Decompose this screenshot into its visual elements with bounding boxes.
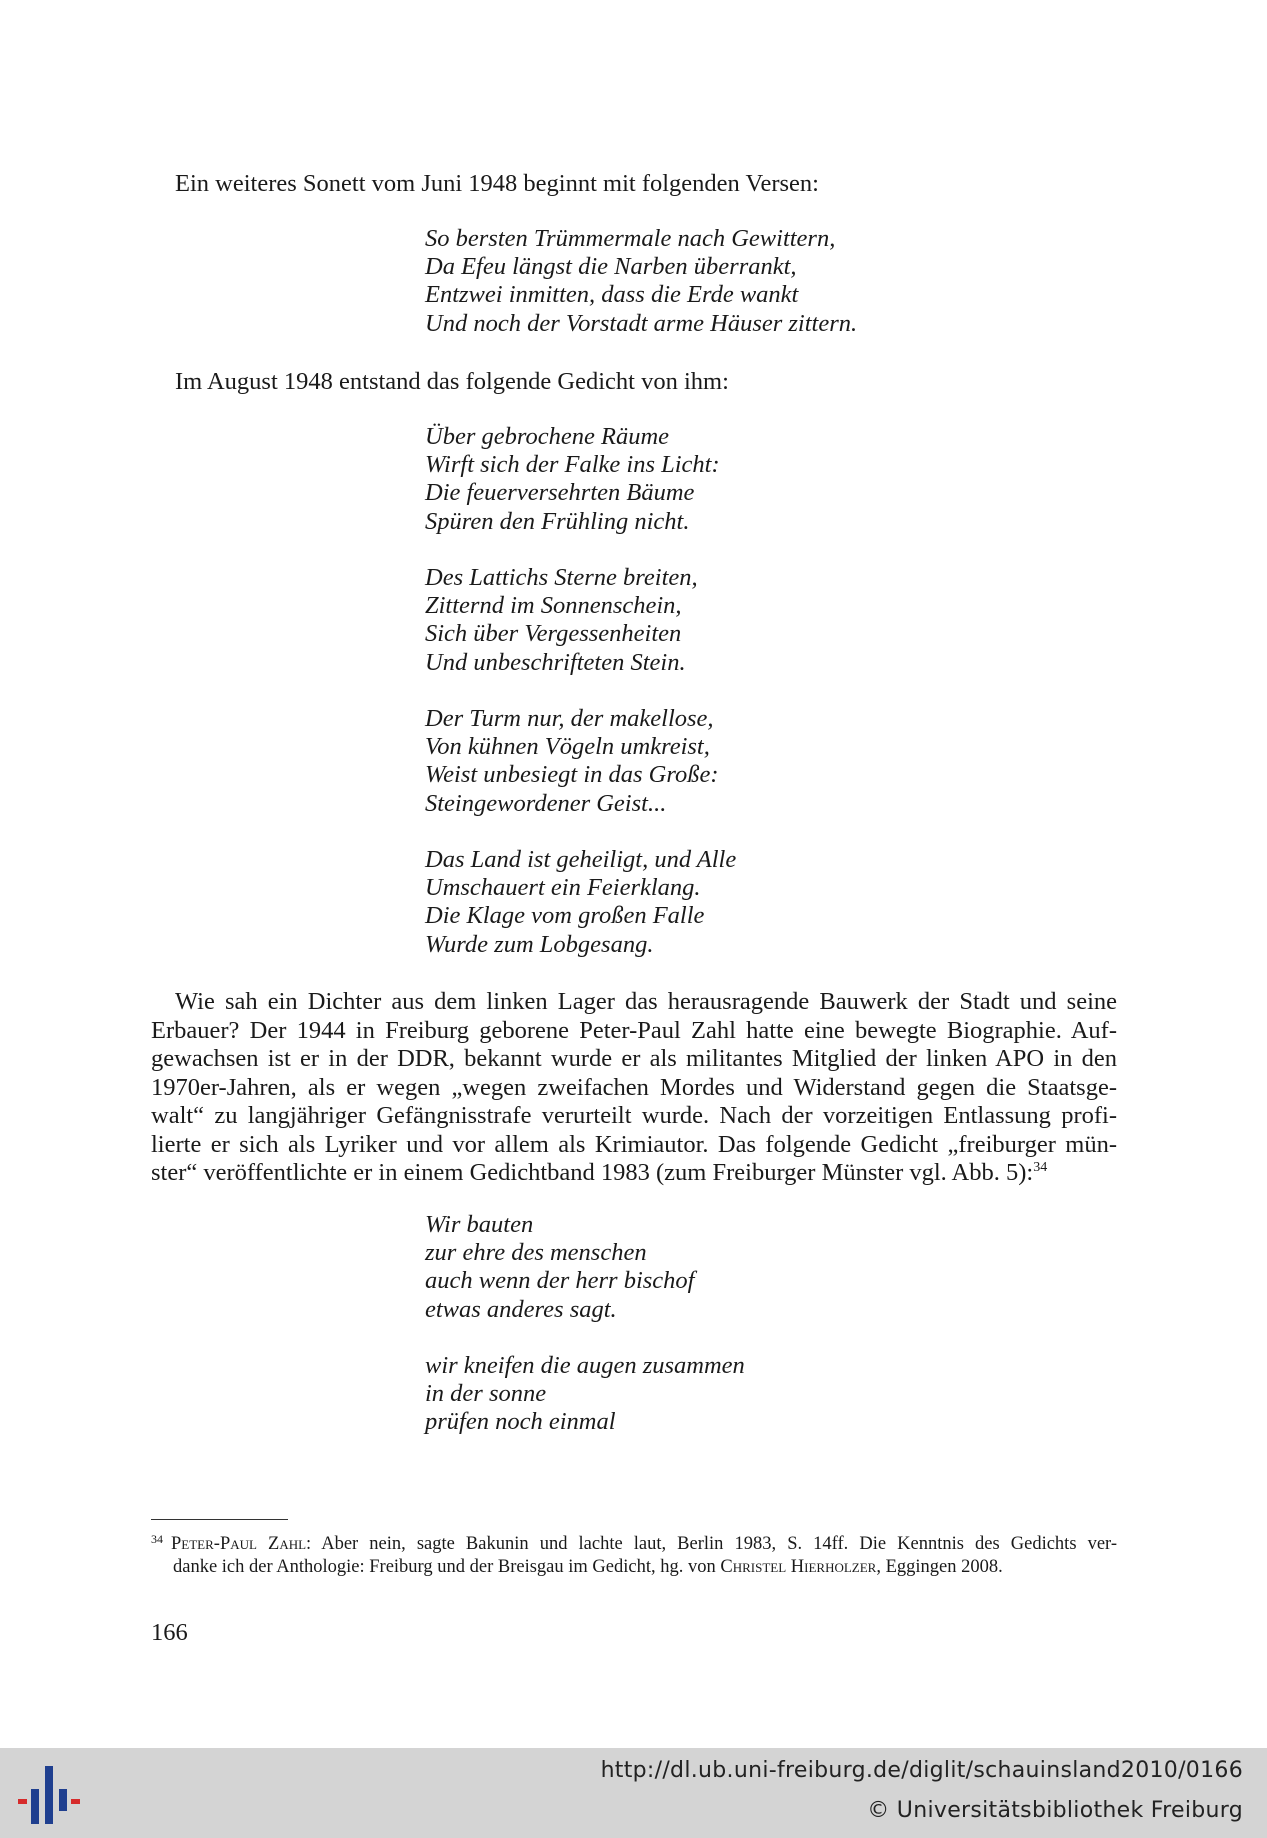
verse-line: Weist unbesiegt in das Große: xyxy=(425,761,719,789)
paragraph-line: walt“ zu langjähriger Gefängnisstrafe verurteilt wurde. Nach der vorzeitigen Entlassung profi- xyxy=(151,1102,1117,1129)
paragraph-line: gewachsen ist er in der DDR, bekannt wurde er als militantes Mitglied der linken APO in den xyxy=(151,1045,1117,1072)
footnote-reference[interactable]: 34 xyxy=(1033,1160,1048,1175)
verse-line: Die Klage vom großen Falle xyxy=(425,902,705,930)
footnote-author: Peter-Paul Zahl xyxy=(171,1534,307,1554)
verse-line: Da Efeu längst die Narben überrankt, xyxy=(425,253,797,281)
footnote-editor: Christel Hierholzer xyxy=(720,1557,877,1577)
footnote-text: danke ich der Anthologie: Freiburg und der Breisgau im Gedicht, hg. von xyxy=(173,1557,721,1577)
paragraph-line: Wie sah ein Dichter aus dem linken Lager das herausragende Bauwerk der Stadt und seine xyxy=(175,988,1117,1015)
verse-line: prüfen noch einmal xyxy=(425,1408,616,1436)
verse-line: in der sonne xyxy=(425,1380,547,1408)
verse-line: Steingewordener Geist... xyxy=(425,789,667,817)
footnote-number: 34 xyxy=(151,1532,163,1546)
footnote-separator xyxy=(151,1519,288,1520)
verse-line: wir kneifen die augen zusammen xyxy=(425,1352,745,1379)
verse-line: auch wenn der herr bischof xyxy=(425,1267,695,1295)
verse-line: Entzwei inmitten, dass die Erde wankt xyxy=(425,281,799,309)
verse-line: Umschauert ein Feierklang. xyxy=(425,874,701,902)
verse-line: etwas anderes sagt. xyxy=(425,1295,617,1323)
intro-sonnet: Ein weiteres Sonett vom Juni 1948 beginnt mit folgenden Versen: xyxy=(175,170,819,197)
paragraph-line: lierte er sich als Lyriker und vor allem als Krimiautor. Das folgende Gedicht „freiburger mün- xyxy=(151,1130,1117,1158)
poem-august-1948 xyxy=(425,423,1045,959)
intro-poem-august: Im August 1948 entstand das folgende Gedicht von ihm: xyxy=(175,368,729,395)
page-number: 166 xyxy=(151,1619,188,1646)
verse-line: Wir bauten xyxy=(425,1211,534,1238)
verse-line: So bersten Trümmermale nach Gewittern, xyxy=(425,225,836,252)
verse-line: Wirft sich der Falke ins Licht: xyxy=(425,451,720,479)
ub-freiburg-logo-icon xyxy=(18,1762,80,1828)
verse-line: Sich über Vergessenheiten xyxy=(425,620,682,648)
paragraph-line-text: ster“ veröffentlichte er in einem Gedichtband 1983 (zum Freiburger Münster vgl. Abb. 5): xyxy=(151,1159,1034,1186)
footnote-text: : Aber nein, sagte Bakunin und lachte laut, Berlin 1983, S. 14ff. Die Kenntnis des Gedichts ver- xyxy=(306,1534,1118,1554)
footnote-line xyxy=(151,1556,1117,1579)
verse-line: Der Turm nur, der makellose, xyxy=(425,705,714,732)
copyright-notice: © Universitätsbibliothek Freiburg xyxy=(867,1798,1243,1823)
paragraph-line: 1970er-Jahren, als er wegen „wegen zweifachen Mordes und Widerstand gegen die Staatsge- xyxy=(151,1073,1117,1101)
verse-line: Zitternd im Sonnenschein, xyxy=(425,592,682,620)
footnote-34 xyxy=(151,1528,1117,1579)
footnote-line xyxy=(151,1528,1117,1556)
verse-line: Und noch der Vorstadt arme Häuser zittern. xyxy=(425,309,858,337)
paragraph-line: Erbauer? Der 1944 in Freiburg geborene Peter-Paul Zahl hatte eine bewegte Biographie. Auf- xyxy=(151,1016,1117,1044)
verse-line: Über gebrochene Räume xyxy=(425,423,670,450)
footnote-text: , Eggingen 2008. xyxy=(876,1557,1003,1577)
body-paragraph-zahl xyxy=(151,988,1117,1188)
verse-line: Von kühnen Vögeln umkreist, xyxy=(425,733,710,761)
verse-line: Des Lattichs Sterne breiten, xyxy=(425,564,698,591)
footer-bar xyxy=(0,1748,1267,1838)
verse-line: Das Land ist geheiligt, und Alle xyxy=(425,846,737,873)
verse-line: Und unbeschrifteten Stein. xyxy=(425,648,686,676)
paragraph-line-last xyxy=(151,1159,1117,1188)
verse-line: zur ehre des menschen xyxy=(425,1239,647,1267)
sonnet-excerpt xyxy=(425,225,1045,338)
verse-line: Die feuerversehrten Bäume xyxy=(425,479,695,507)
source-url[interactable]: http://dl.ub.uni-freiburg.de/diglit/schauinsland2010/0166 xyxy=(600,1758,1243,1783)
poem-freiburger-muenster xyxy=(425,1211,1045,1437)
verse-line: Wurde zum Lobgesang. xyxy=(425,930,654,958)
verse-line: Spüren den Frühling nicht. xyxy=(425,507,690,535)
